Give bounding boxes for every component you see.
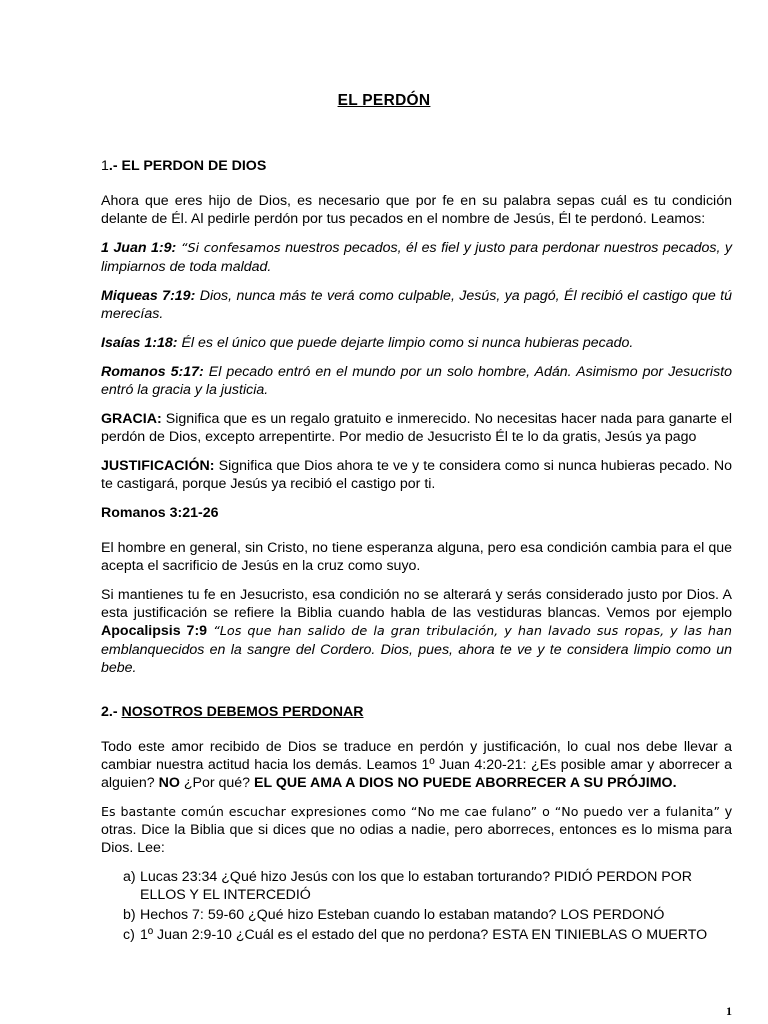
answer-no: NO	[158, 775, 180, 791]
por-que-text: ¿Por qué?	[179, 775, 255, 791]
document-body	[101, 157, 732, 946]
list-item	[101, 906, 732, 924]
expresiones-text: Es bastante común escuchar expresiones como “No me cae fulano” o “No puedo ver a fulanita”	[101, 804, 721, 819]
verse-quote-open: “Si confesamos	[176, 241, 281, 256]
section-1-title: .- EL PERDON DE DIOS	[108, 158, 267, 174]
verse-ref: Isaías 1:18:	[101, 335, 178, 351]
question-list	[101, 868, 732, 944]
apocalipsis-ref: Apocalipsis 7:9	[101, 623, 208, 639]
term-label: JUSTIFICACIÓN:	[101, 458, 215, 474]
term-text: Significa que es un regalo gratuito e inmerecido. No necesitas hacer nada para ganarte el perdón de Dios, excepto arrepentirte. Por medio de Jesucristo Él te lo da gratis, Jesús ya pago	[101, 411, 732, 445]
verse-text: El pecado entró en el mundo por un solo hombre, Adán. Asimismo por Jesucristo entró la gracia y la justicia.	[101, 364, 732, 398]
hombre-paragraph: El hombre en general, sin Cristo, no tiene esperanza alguna, pero esa condición cambia para el que acepta el sacrificio de Jesús en la cruz como suyo.	[101, 540, 732, 574]
list-item	[101, 926, 732, 944]
verse-ref: Miqueas 7:19:	[101, 288, 196, 304]
verse-ref: Romanos 5:17:	[101, 364, 204, 380]
fe-paragraph	[101, 586, 732, 677]
expresiones-rest: y otras. Dice la Biblia que si dices que no odias a nadie, pero aborreces, entonces es lo misma para Dios. Lee:	[101, 804, 732, 856]
section-2-heading	[101, 703, 732, 721]
verse-ref: 1 Juan 1:9:	[101, 240, 177, 256]
romanos-3-reference: Romanos 3:21-26	[101, 505, 219, 521]
verse-text: Él es el único que puede dejarte limpio como si nunca hubieras pecado.	[177, 335, 634, 351]
term-text: Significa que Dios ahora te ve y te considera como si nunca hubieras pecado. No te castigará, porque Jesús ya recibió el castigo por ti.	[101, 458, 732, 492]
verse-isaias	[101, 334, 732, 352]
section-2-title: NOSOTROS DEBEMOS PERDONAR	[121, 704, 364, 720]
verse-miqueas	[101, 287, 732, 323]
apocalipsis-rest: emblanquecidos en la sangre del Cordero. Dios, pues, ahora te ve y te considera limpio como un bebe.	[101, 642, 732, 676]
section-1-number: 1	[101, 158, 109, 174]
justificacion-definition	[101, 457, 732, 493]
amor-paragraph	[101, 738, 732, 792]
verse-romanos-5	[101, 363, 732, 399]
apocalipsis-quote: “Los que han salido de la gran tribulación, y han lavado sus ropas, y las han	[207, 624, 732, 639]
gracia-definition	[101, 410, 732, 446]
page-number: 1	[726, 1004, 732, 1018]
term-label: GRACIA:	[101, 411, 162, 427]
list-item-text: Hechos 7: 59-60 ¿Qué hizo Esteban cuando lo estaban matando? LOS PERDONÓ	[140, 907, 665, 923]
list-marker: c)	[123, 927, 135, 943]
list-item-text: Lucas 23:34 ¿Qué hizo Jesús con los que lo estaban torturando? PIDIÓ PERDON POR ELLOS Y EL INTERCEDIÓ	[140, 869, 693, 903]
expresiones-paragraph	[101, 803, 732, 857]
emphasis-statement: EL QUE AMA A DIOS NO PUEDE ABORRECER A SU PRÓJIMO.	[254, 775, 677, 791]
intro-paragraph: Ahora que eres hijo de Dios, es necesario que por fe en su palabra sepas cuál es tu condición delante de Él. Al pedirle perdón por tus pecados en el nombre de Jesús, Él te perdonó. Leamos:	[101, 193, 732, 227]
verse-1-juan	[101, 239, 732, 276]
list-item	[101, 868, 732, 904]
page-title: EL PERDÓN	[337, 92, 431, 109]
list-marker: b)	[123, 907, 136, 923]
section-1-heading	[101, 157, 732, 175]
verse-text: nuestros pecados, él es fiel y justo para perdonar nuestros pecados, y limpiarnos de toda maldad.	[101, 240, 732, 275]
list-item-text: 1º Juan 2:9-10 ¿Cuál es el estado del que no perdona? ESTA EN TINIEBLAS O MUERTO	[140, 927, 708, 943]
list-marker: a)	[123, 869, 136, 885]
amor-text: Todo este amor recibido de Dios se traduce en perdón y justificación, lo cual nos debe llevar a cambiar nuestra actitud hacia los demás. Leamos 1º Juan 4:20-21: ¿Es posible amar y aborrecer a alguien?	[101, 739, 732, 791]
section-2-number: 2.-	[101, 704, 122, 720]
verse-text: Dios, nunca más te verá como culpable, Jesús, ya pagó, Él recibió el castigo que tú merecías.	[101, 288, 732, 322]
fe-text: Si mantienes tu fe en Jesucristo, esa condición no se alterará y serás considerado justo por Dios. A esta justificación se refiere la Biblia cuando habla de las vestiduras blancas. Vemos por ejemplo	[101, 587, 732, 621]
